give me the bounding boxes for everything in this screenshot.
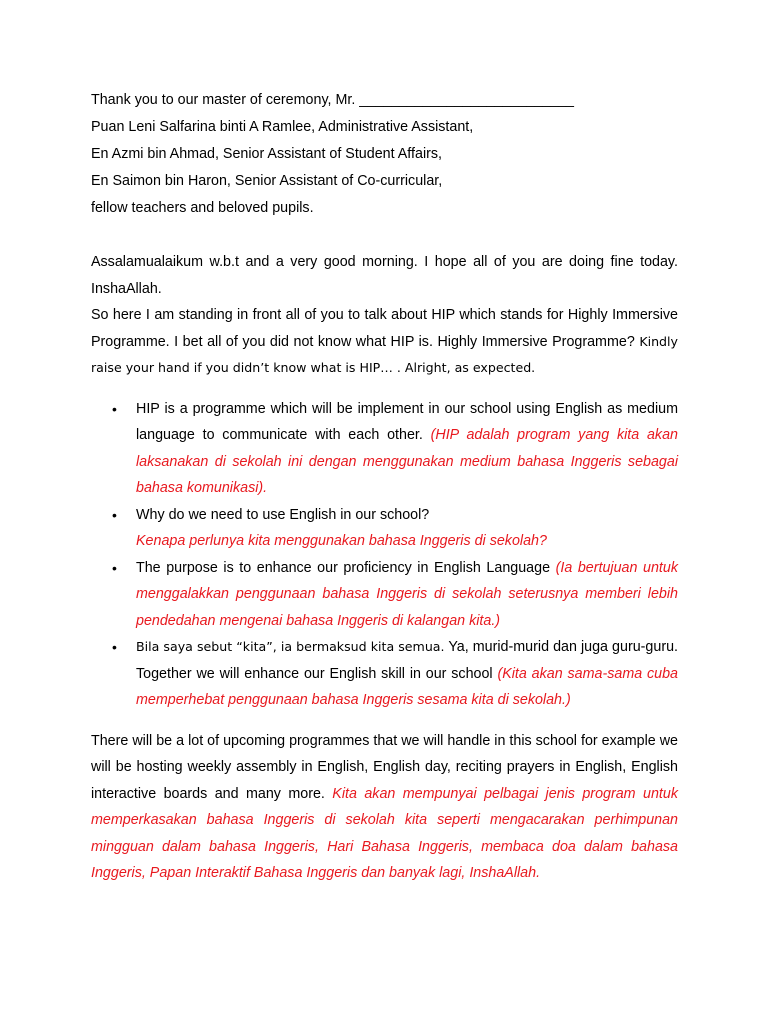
closing-paragraph	[91, 728, 678, 887]
bullet-english-text: HIP is a programme which will be implement in our school using English as medium language to communicate with each other.	[136, 400, 678, 443]
salutation-line-student-affairs: En Azmi bin Ahmad, Senior Assistant of Student Affairs,	[91, 146, 442, 162]
intro-aside-text: Kindly raise your hand if you didn’t know what is HIP… . Alright, as expected.	[91, 333, 678, 375]
salutation-block	[91, 87, 678, 222]
bullet-english-text: Why do we need to use English in our school?	[136, 506, 430, 523]
bullet-dot: •	[112, 559, 117, 576]
list-item	[91, 502, 678, 555]
closing-english-text: There will be a lot of upcoming programmes that we will handle in this school for example we will be hosting weekly assembly in English, English day, reciting prayers in English, English interactive boards and many more.	[91, 732, 678, 802]
salutation-line-teachers-pupils: fellow teachers and beloved pupils.	[91, 200, 314, 216]
bullet-dot: •	[112, 400, 117, 417]
speech-document	[91, 87, 678, 887]
salutation-line-admin-assistant: Puan Leni Salfarina binti A Ramlee, Administrative Assistant,	[91, 119, 474, 135]
salutation-line-mc: Thank you to our master of ceremony, Mr. ___________________________	[91, 92, 574, 108]
bullet-tail-text: .	[263, 480, 268, 496]
spacer	[91, 222, 678, 249]
bullet-malay-text: Kenapa perlunya kita menggunakan bahasa Inggeris di sekolah?	[136, 533, 547, 549]
intro-paragraph	[91, 302, 678, 382]
greeting-paragraph: Assalamualaikum w.b.t and a very good morning. I hope all of you are doing fine today. InshaAllah.	[91, 254, 678, 297]
opening-block	[91, 249, 678, 382]
bullet-dot: •	[112, 639, 117, 655]
closing-malay-text: Kita akan mempunyai pelbagai jenis program untuk memperkasakan bahasa Inggeris di sekolah kita seperti mengacarakan perhimpunan mingguan dalam bahasa Inggeris, Hari Bahasa Inggeris, membaca doa dalam bahasa Inggeris, Papan Interaktif Bahasa Inggeris dan banyak lagi, InshaAllah.	[91, 785, 678, 881]
bullet-english-text: Ya, murid-murid dan juga guru-guru. Together we will enhance our English skill in our school	[136, 639, 679, 682]
bullet-list	[91, 396, 678, 714]
bullet-lead-text: Bila saya sebut “kita”, ia bermaksud kita semua.	[136, 639, 445, 654]
list-item	[91, 555, 678, 635]
list-item	[91, 634, 678, 714]
bullet-english-text: The purpose is to enhance our proficiency in English Language	[136, 559, 556, 576]
bullet-malay-text: (Kita akan sama-sama cuba memperhebat penggunaan bahasa Inggeris sesama kita di sekolah.)	[136, 665, 679, 708]
bullet-malay-text: (Ia bertujuan untuk menggalakkan penggunaan bahasa Inggeris di sekolah seterusnya memberi lebih pendedahan mengenai bahasa Inggeris di kalangan kita.)	[136, 559, 678, 629]
list-item	[91, 396, 678, 502]
salutation-line-co-curricular: En Saimon bin Haron, Senior Assistant of Co-curricular,	[91, 173, 443, 189]
bullet-dot: •	[112, 506, 117, 523]
bullet-malay-text: (HIP adalah program yang kita akan laksanakan di sekolah ini dengan menggunakan medium bahasa Inggeris sebagai bahasa komunikasi)	[136, 427, 678, 496]
intro-text: So here I am standing in front all of you to talk about HIP which stands for Highly Immersive Programme. I bet all of you did not know what HIP is. Highly Immersive Programme?	[91, 307, 678, 350]
